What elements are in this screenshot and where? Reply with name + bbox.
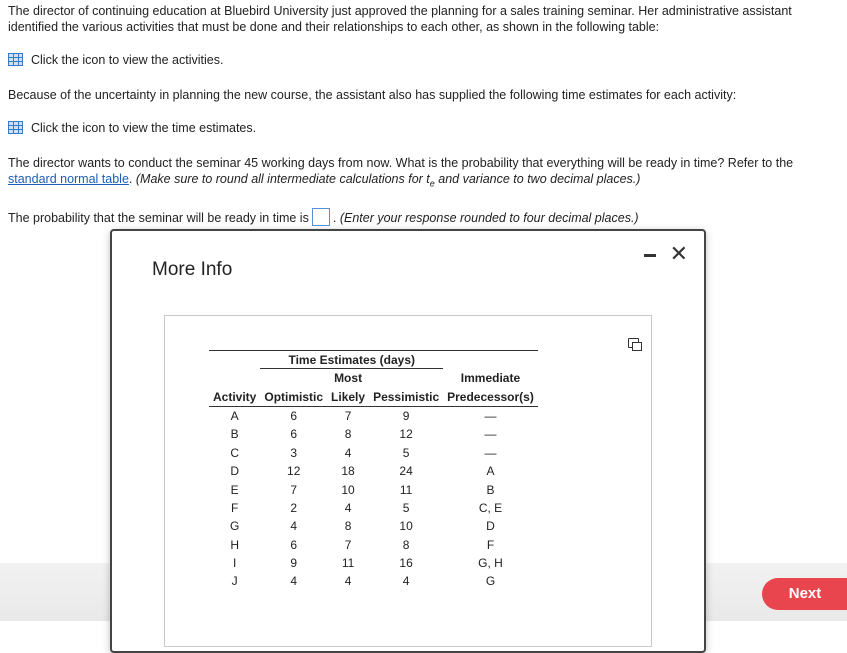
table-cell: 4 [290,519,298,534]
table-cell: 9 [290,556,298,571]
table-row [209,536,538,554]
table-cell: E [230,482,239,497]
estimates-link[interactable]: Click the icon to view the time estimates. [8,120,256,136]
group-header: Time Estimates (days) [260,351,443,369]
table-cell: — [484,408,497,423]
table-icon[interactable] [8,121,23,134]
table-cell: G [485,574,496,589]
table-cell: 10 [341,482,355,497]
table-cell: — [484,445,497,460]
question-text: The director wants to conduct the seminar 45 working days from now. What is the probability that everything will be ready in time? Refer to the standard normal table. (Make sure to round all intermediate calculations for $t_e$ and variance to two decimal places.) [8,156,794,189]
table-cell: A [230,408,239,423]
table-cell: 16 [399,556,413,571]
table-cell: 6 [290,408,298,423]
table-cell: 11 [341,556,355,571]
table-cell: B [486,482,495,497]
table-cell: 24 [399,464,413,479]
table-row [209,462,538,480]
table-row [209,444,538,462]
table-cell: 5 [402,445,410,460]
table-cell: C, E [478,500,503,515]
table-cell: 5 [402,500,410,515]
table-cell: 7 [344,408,352,423]
table-cell: D [486,519,495,534]
table-cell: D [230,464,240,479]
activities-link[interactable]: Click the icon to view the activities. [8,52,223,68]
table-row [209,554,538,572]
table-row [209,517,538,535]
close-icon[interactable]: ✕ [669,241,688,266]
more-info-dialog [110,229,706,653]
table-cell: 4 [344,445,352,460]
table-cell: 18 [341,464,355,479]
table-cell: C [230,445,240,460]
table-row [209,480,538,498]
table-cell: 9 [402,408,410,423]
table-row [209,499,538,517]
probability-answer-input[interactable] [312,208,330,226]
table-cell: 3 [290,445,298,460]
table-cell: 4 [344,574,352,589]
table-cell: G, H [478,556,503,571]
table-cell: 6 [290,537,298,552]
table-cell: — [484,427,497,442]
table-cell: 12 [399,427,413,442]
next-button[interactable]: Next [762,578,847,610]
table-cell: 4 [290,574,298,589]
answer-line: The probability that the seminar will be ready in time is . (Enter your response rounded to four decimal places.) [8,208,639,226]
copy-icon[interactable] [628,338,639,348]
table-cell: I [233,556,237,571]
table-cell: 2 [290,500,298,515]
table-row [209,425,538,443]
table-cell: A [486,464,495,479]
table-cell: B [230,427,239,442]
table-cell: G [230,519,240,534]
table-cell: F [231,500,239,515]
table-cell: 8 [402,537,410,552]
minimize-icon[interactable] [644,254,656,257]
rounding-instruction: (Make sure to round all intermediate calculations for $t_e$ and variance to two decimal places.) [135,172,641,189]
table-cell: 8 [344,427,352,442]
table-row [209,572,538,590]
table-cell: H [230,537,240,552]
intro-text: The director of continuing education at Bluebird University just approved the planning for a sales training seminar. Her administrative assistant identified the various activities that must be done and their relationships to each other, as shown in the following table: [8,4,792,34]
dialog-title: More Info [152,259,233,280]
table-cell: F [486,537,495,552]
table-cell: 6 [290,427,298,442]
table-cell: 12 [287,464,301,479]
table-cell: 4 [402,574,410,589]
table-icon[interactable] [8,53,23,66]
time-estimates-table: Time Estimates (days) Most Immediate Activity Optimistic Likely Pessimistic Predecessor(s) A 6 7 9 — B 6 8 12 — C 3 4 5 — D 12 18 24 A E 7 10 11 B F 2 4 5 C, E G 4 8 10 D H 6 7 8 F I 9 11 16 G, H J 4 4 4 G [209,350,538,591]
table-cell: J [231,574,238,589]
table-row [209,406,538,425]
standard-normal-table-link[interactable]: standard normal table [8,172,129,186]
table-cell: 8 [344,519,352,534]
time-estimates-panel [164,315,652,647]
table-cell: 11 [399,482,413,497]
table-cell: 7 [290,482,298,497]
table-cell: 4 [344,500,352,515]
table-cell: 10 [399,519,413,534]
uncertainty-text: Because of the uncertainty in planning the new course, the assistant also has supplied the following time estimates for each activity: [8,88,737,102]
table-cell: 7 [344,537,352,552]
